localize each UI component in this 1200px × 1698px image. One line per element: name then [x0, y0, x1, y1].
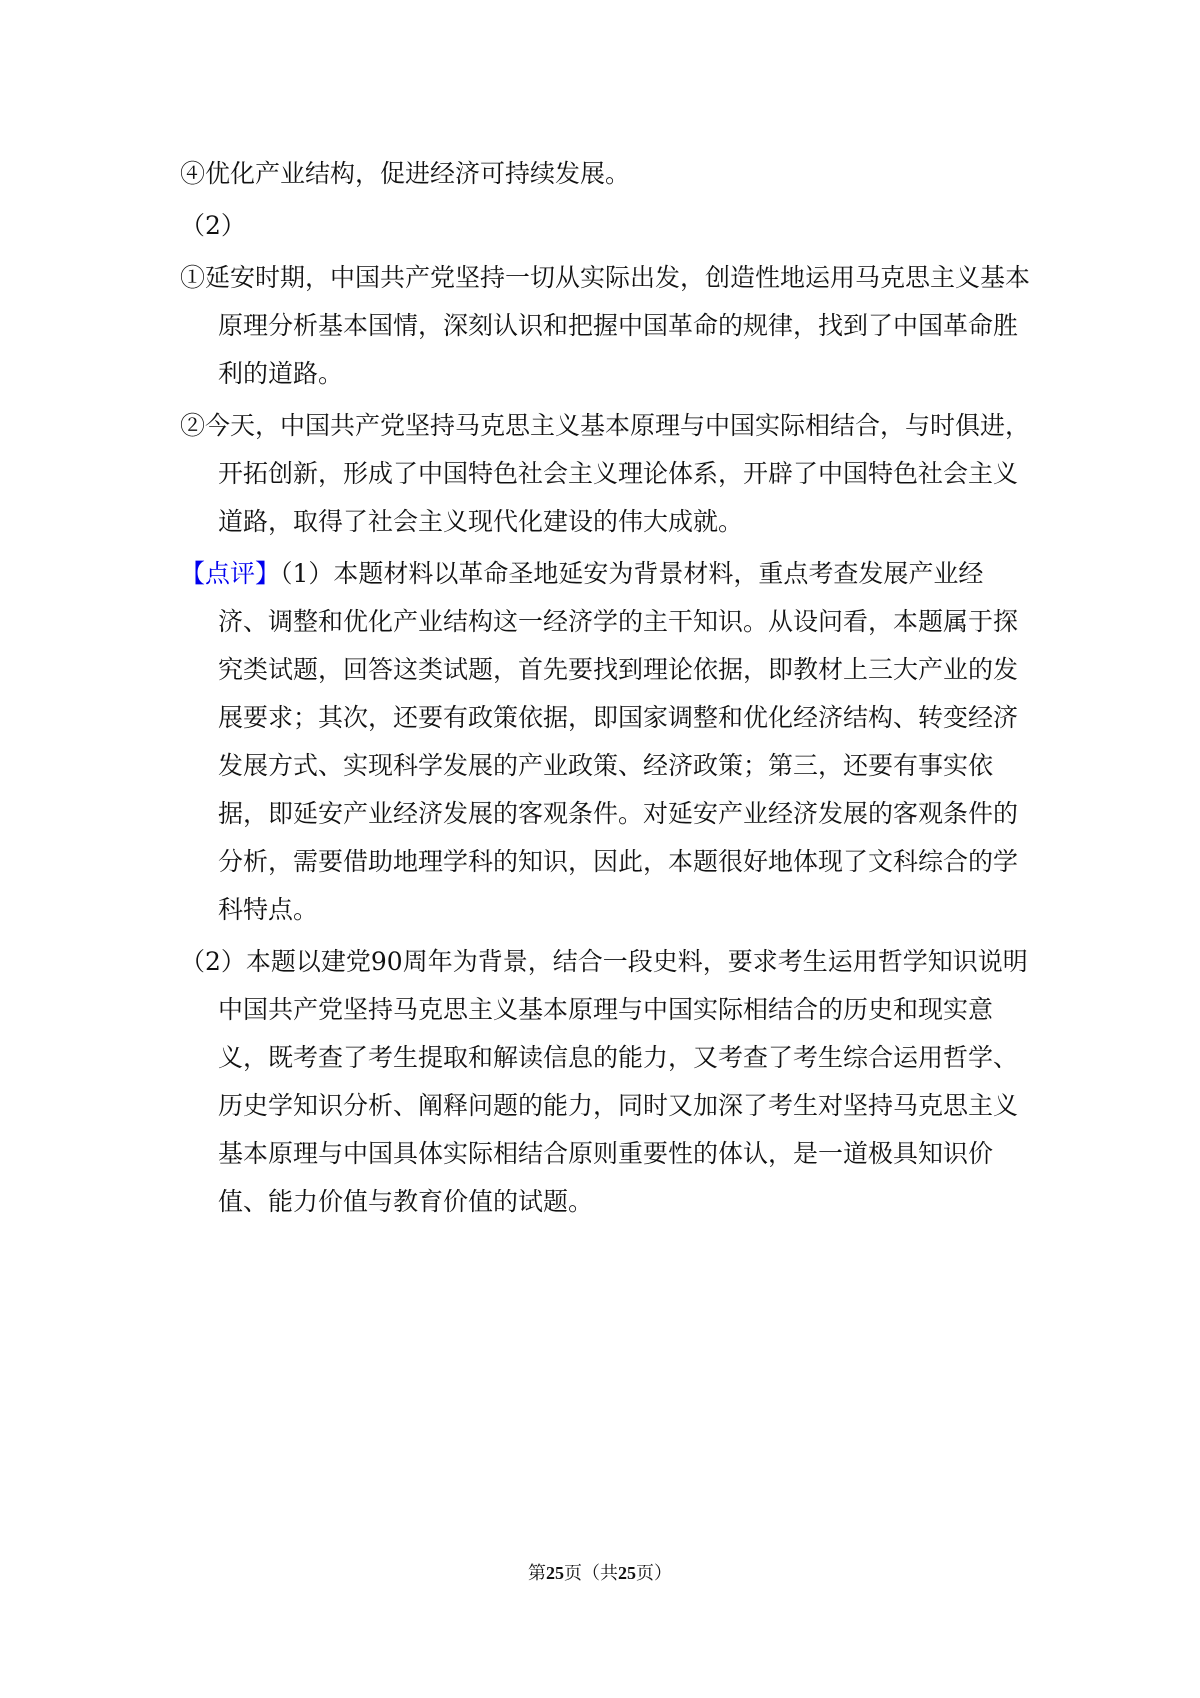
footer-suffix: 页）: [636, 1563, 672, 1584]
comment-label: 【点评】: [180, 559, 281, 588]
comment-paragraph-2: （2）本题以建党90周年为背景，结合一段史料，要求考生运用哲学知识说明中国共产党坚持马克思主义基本原理与中国实际相结合的历史和现实意义，既考查了考生提取和解读信息的能力，又考查了考生综合运用哲学、历史学知识分析、阐释问题的能力，同时又加深了考生对坚持马克思主义基本原理与中国具体实际相结合原则重要性的体认，是一道极具知识价值、能力价值与教育价值的试题。: [180, 947, 1028, 1216]
footer-page-number: 25: [546, 1563, 564, 1583]
comment-paragraph-1: [180, 550, 1030, 934]
answer-item-2: ②今天，中国共产党坚持马克思主义基本原理与中国实际相结合，与时俱进，开拓创新，形成了中国特色社会主义理论体系，开辟了中国特色社会主义道路，取得了社会主义现代化建设的伟大成就。: [180, 411, 1031, 536]
footer-prefix: 第: [528, 1563, 546, 1584]
answer-part-2-heading: （2）: [180, 211, 246, 240]
document-body: [180, 150, 1030, 1226]
page-footer: [0, 1560, 1200, 1587]
answer-item-4: ④优化产业结构，促进经济可持续发展。: [180, 159, 631, 188]
footer-middle: 页（共: [564, 1563, 618, 1584]
comment-text-1: （1）本题材料以革命圣地延安为背景材料，重点考查发展产业经济、调整和优化产业结构这一经济学的主干知识。从设问看，本题属于探究类试题，回答这类试题，首先要找到理论依据，即教材上三大产业的发展要求；其次，还要有政策依据，即国家调整和优化经济结构、转变经济发展方式、实现科学发展的产业政策、经济政策；第三，还要有事实依据，即延安产业经济发展的客观条件。对延安产业经济发展的客观条件的分析，需要借助地理学科的知识，因此，本题很好地体现了文科综合的学科特点。: [218, 559, 1019, 924]
answer-item-1: ①延安时期，中国共产党坚持一切从实际出发，创造性地运用马克思主义基本原理分析基本国情，深刻认识和把握中国革命的规律，找到了中国革命胜利的道路。: [180, 263, 1031, 388]
footer-total-pages: 25: [618, 1563, 636, 1583]
